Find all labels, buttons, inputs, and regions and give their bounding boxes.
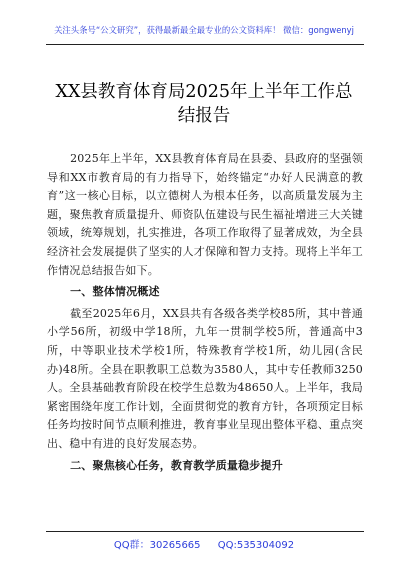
footer-contact — [0, 536, 408, 551]
title-line-2: 结报告 — [177, 106, 231, 126]
header-divider — [46, 44, 364, 45]
intro-paragraph: 2025年上半年，XX县教育体育局在县委、县政府的坚强领导和XX市教育局的有力指导下，始终锚定“办好人民满意的教育”这一核心目标，以立德树人为根本任务，以高质量发展为主题，聚焦教育质量提升、师资队伍建设与民生福祉增进三大关键领域，统筹规划，扎实推进，各项工作取得了显著成效，为全县经济社会发展提供了坚实的人才保障和智力支持。现将上半年工作情况总结报告如下。 — [47, 152, 363, 277]
title-line-1: XX县教育体育局2025年上半年工作总 — [55, 82, 353, 102]
overview-paragraph: 截至2025年6月，XX县共有各级各类学校85所，其中普通小学56所，初级中学18所，九年一贯制学校5所，普通高中3所，中等职业技术学校1所，特殊教育学校1所，幼儿园(含民办)48所。全县在职教职工总数为3580人，其中专任教师3250人。全县基础教育阶段在校学生总数为48650人。上半年，我局紧密围绕年度工作计划，全面贯彻党的教育方针，各项预定目标任务均按时间节点顺利推进，教育事业呈现出整体平稳、重点突出、稳中有进的良好发展态势。 — [47, 306, 363, 450]
footer-qq-group: QQ群：30265665 — [113, 540, 201, 551]
document-body — [47, 150, 363, 478]
section-heading-2: 二、聚焦核心任务，教育教学质量稳步提升 — [70, 458, 283, 472]
document-title — [0, 80, 408, 128]
footer-divider — [46, 531, 364, 532]
header-banner: 关注头条号“公文研究”，获得最新最全最专业的公文资料库！ 微信：gongwenyj — [54, 25, 354, 35]
footer-qq: QQ:535304092 — [217, 540, 295, 551]
section-heading-1: 一、整体情况概述 — [70, 285, 160, 299]
